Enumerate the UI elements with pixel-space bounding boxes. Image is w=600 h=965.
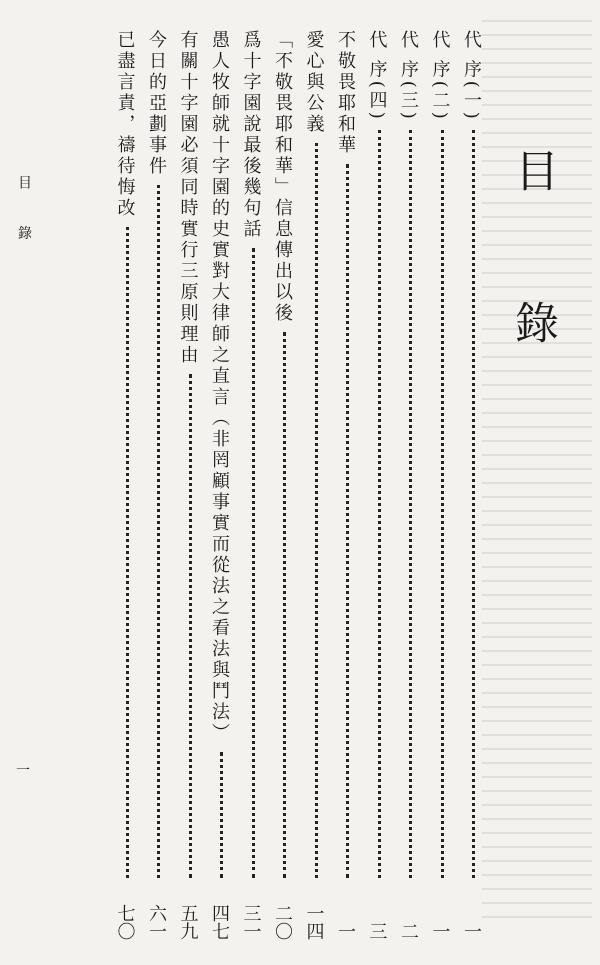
- toc-dot-leader: [378, 130, 381, 878]
- toc-dot-leader: [189, 374, 192, 878]
- toc-dot-leader: [441, 130, 444, 878]
- toc-entry-title: 愛心與公義: [303, 30, 325, 135]
- toc-dot-leader: [315, 143, 318, 878]
- toc-entry[interactable]: [366, 30, 396, 940]
- toc-entry-page-number: 三一: [240, 904, 262, 940]
- toc-dot-leader: [220, 752, 223, 878]
- toc-entry[interactable]: [177, 30, 207, 940]
- toc-entry-title: 已盡言責，禱待悔改: [114, 30, 136, 219]
- running-header: 目 錄: [16, 175, 32, 256]
- toc-entry[interactable]: [303, 30, 333, 940]
- toc-entry-page-number: 一: [429, 922, 451, 940]
- toc-entry-page-number: 七〇: [114, 904, 136, 940]
- toc-entry[interactable]: [334, 30, 364, 940]
- toc-dot-leader: [252, 248, 255, 878]
- toc-entry-page-number: 一: [461, 922, 482, 940]
- toc-entry-title: 不敬畏耶和華: [335, 30, 356, 156]
- toc-dot-leader: [346, 164, 349, 878]
- toc-entry-page-number: 五九: [177, 904, 199, 940]
- toc-entry-page-number: 二〇: [272, 904, 293, 940]
- toc-entry-page-number: 二: [398, 922, 419, 940]
- toc-entry[interactable]: [460, 30, 490, 940]
- toc-dot-leader: [126, 227, 129, 878]
- toc-dot-leader: [157, 185, 160, 878]
- toc-entry-title: 代 序(四): [366, 30, 388, 122]
- page-title-char-1: 目: [507, 148, 558, 192]
- toc-entry-page-number: 六一: [146, 904, 167, 940]
- toc-dot-leader: [283, 332, 286, 878]
- page-title-char-2: 錄: [507, 300, 558, 344]
- toc-entry[interactable]: [397, 30, 427, 940]
- toc-entry[interactable]: [208, 30, 238, 940]
- toc-entry-title: 代 序(二): [429, 30, 451, 122]
- toc-entry-title: 爲十字園說最後幾句話: [240, 30, 262, 240]
- toc-entry-title: 愚人牧師就十字園的史實對大律師之直言（非罔顧事實而從法之看法與鬥法）: [209, 30, 230, 744]
- toc-entry[interactable]: [145, 30, 175, 940]
- toc-entry-page-number: 四七: [209, 904, 230, 940]
- toc-entry-title: 代 序(一): [461, 30, 482, 122]
- toc-entry[interactable]: [114, 30, 144, 940]
- toc-entry[interactable]: [240, 30, 270, 940]
- table-of-contents: [75, 30, 495, 950]
- toc-entry-title: 「不敬畏耶和華」信息傳出以後: [272, 30, 293, 324]
- toc-entry[interactable]: [429, 30, 459, 940]
- toc-entry-title: 有關十字園必須同時實行三原則理由: [177, 30, 199, 366]
- toc-entry-title: 今日的亞劃事件: [146, 30, 167, 177]
- toc-dot-leader: [472, 130, 475, 878]
- toc-entry-page-number: 一: [335, 922, 356, 940]
- toc-entry-title: 代 序(三): [398, 30, 419, 122]
- toc-entry-page-number: 一四: [303, 904, 325, 940]
- toc-dot-leader: [409, 130, 412, 878]
- toc-entry-page-number: 三: [366, 922, 388, 940]
- page-number: 一: [16, 763, 30, 779]
- toc-entry[interactable]: [271, 30, 301, 940]
